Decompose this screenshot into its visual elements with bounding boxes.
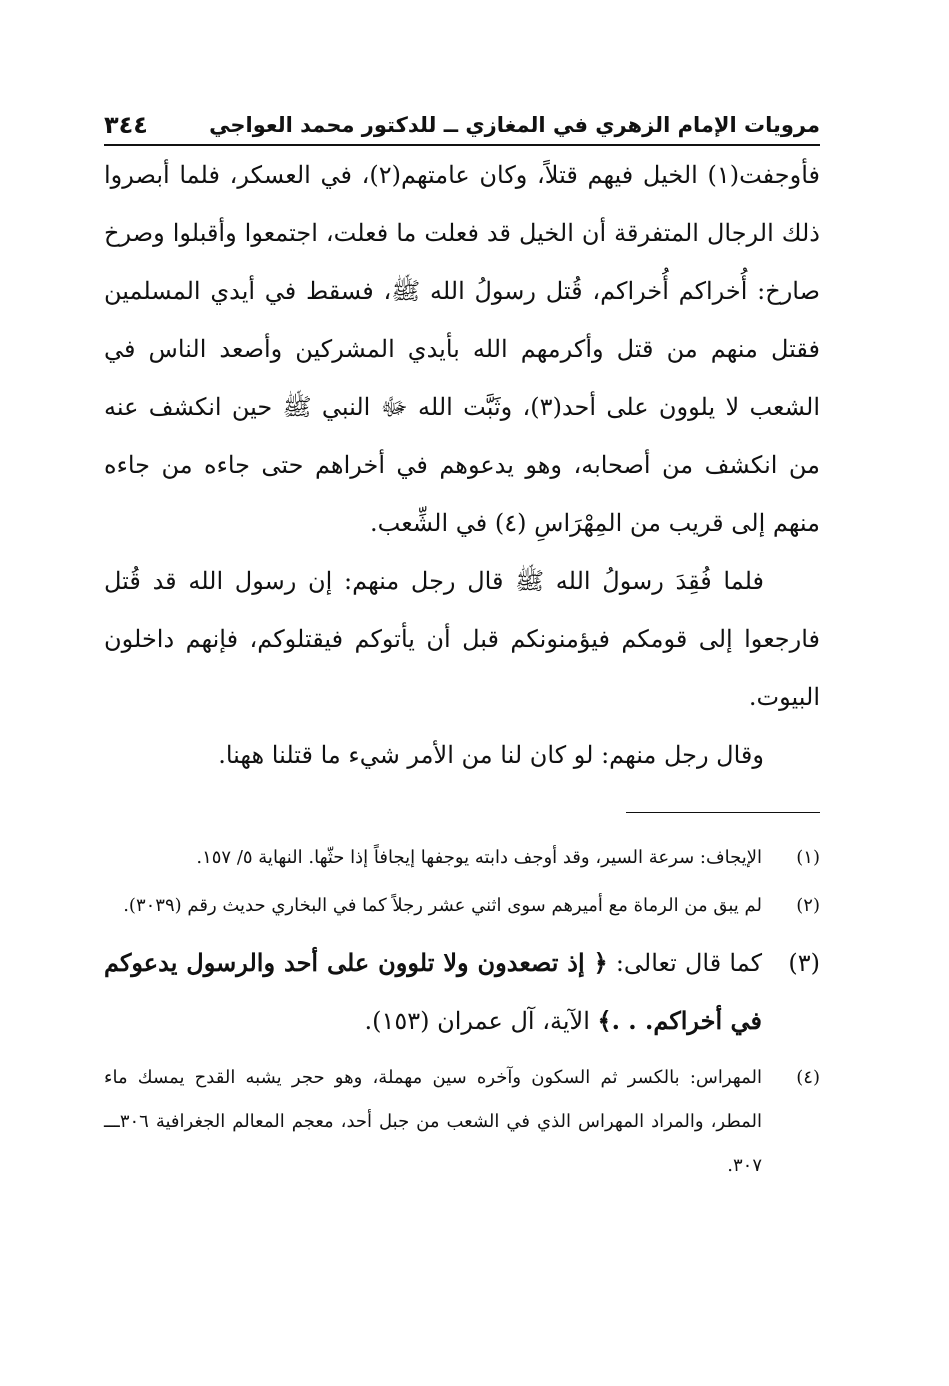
footnote-number: (٢) xyxy=(796,895,820,916)
footnote-2 xyxy=(104,884,820,928)
footnote-text: المهراس: بالكسر ثم السكون وآخره سين مهملة، وهو حجر يشبه القدح يمسك ماء المطر، والمراد المهراس الذي في الشعب من جبل أحد، معجم المعالم الجغرافية ٣٠٦ـــ ٣٠٧. xyxy=(104,1067,762,1176)
footnote-text: الإيجاف: سرعة السير، وقد أوجف دابته يوجفها إيجافاً إذا حثّها. النهاية ٥/ ١٥٧. xyxy=(196,847,762,868)
running-title: مرويات الإمام الزهري في المغازي ــ للدكتور محمد العواجي xyxy=(209,113,820,137)
footnote-3 xyxy=(104,934,820,1050)
footnote-number: (٤) xyxy=(796,1067,820,1088)
paragraph-1: فأوجفت(١) الخيل فيهم قتلاً، وكان عامتهم(٢)، في العسكر، فلما أبصروا ذلك الرجال المتفرقة أن الخيل قد فعلت ما فعلت، اجتمعوا وأقبلوا وصرخ صارخ: أُخراكم أُخراكم، قُتل رسولُ الله ﷺ، فسقط في أيدي المسلمين فقتل منهم من قتل وأكرمهم الله بأيدي المشركين وأصعد الناس في الشعب لا يلوون على أحد(٣)، وثَبَّت الله ﷻ النبي ﷺ حين انكشف عنه من انكشف من أصحابه، وهو يدعوهم في أخراهم حتى جاءه من جاءه منهم إلى قريب من المِهْرَاسِ (٤) في الشِّعب. xyxy=(104,161,821,537)
footnote-separator xyxy=(626,812,820,813)
footnote-text-before: كما قال تعالى: xyxy=(607,949,763,977)
footnote-number: (١) xyxy=(796,847,820,868)
page-number: ٣٤٤ xyxy=(104,111,148,139)
footnote-1 xyxy=(104,836,820,880)
footnote-text: لم يبق من الرماة مع أميرهم سوى اثني عشر رجلاً كما في البخاري حديث رقم (٣٠٣٩). xyxy=(123,895,762,916)
main-text xyxy=(104,146,820,784)
footnotes xyxy=(104,836,820,1192)
paragraph-2: فلما فُقِدَ رسولُ الله ﷺ قال رجل منهم: إن رسول الله قد قُتل فارجعوا إلى قومكم فيؤمنونكم قبل أن يأتوكم فيقتلوكم، فإنهم داخلون البيوت. xyxy=(104,567,820,711)
footnote-4 xyxy=(104,1056,820,1188)
page-header xyxy=(104,108,820,144)
quran-verse: ﴿ إذ تصعدون ولا تلوون على أحد والرسول يدعوكم في أخراكم. . .﴾ xyxy=(104,948,762,1035)
footnote-text-after: الآية، آل عمران (١٥٣). xyxy=(364,1007,598,1035)
paragraph-3: وقال رجل منهم: لو كان لنا من الأمر شيء ما قتلنا ههنا. xyxy=(218,741,764,769)
footnote-number: (٣) xyxy=(788,949,820,977)
